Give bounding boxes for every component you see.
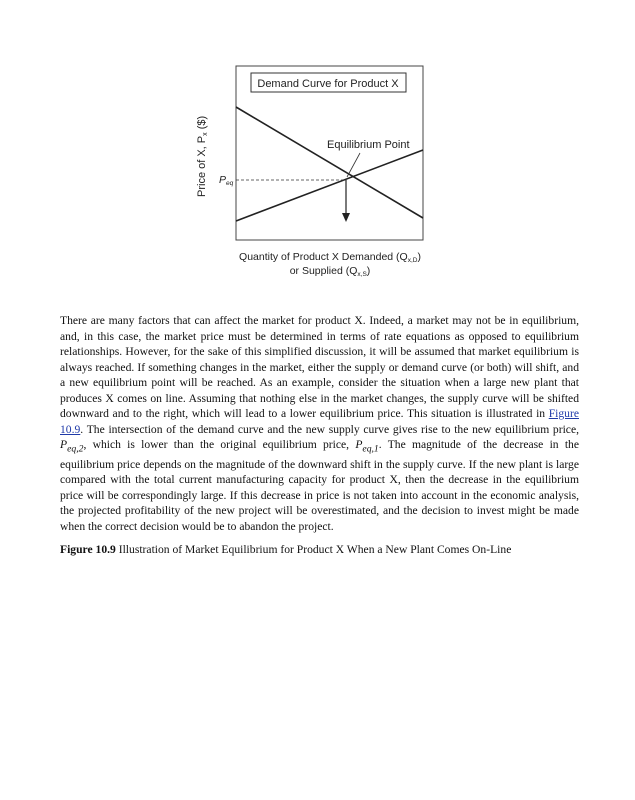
peq2-symbol: $P_{eq,2}$ <box>60 438 84 455</box>
figure-number-link[interactable]: 10.9 <box>60 422 81 436</box>
peq1-symbol: $P_{eq,1}$ <box>355 438 379 455</box>
x-axis-label-line1: Quantity of Product X Demanded (Qx,D) <box>239 251 421 264</box>
caption-label: Figure 10.9 <box>60 543 116 556</box>
demand-curve-figure <box>0 0 635 300</box>
equilibrium-point-label: Equilibrium Point <box>327 139 410 151</box>
figure-caption <box>60 543 590 556</box>
supply-curve-line <box>236 150 423 221</box>
arrow-head-icon <box>342 213 350 222</box>
equilibrium-pointer-line <box>347 153 360 177</box>
body-paragraph: There are many factors that can affect the market for product X. Indeed, a market may not be in equilibrium, and, in this case, the market price must be determined in terms of rate equations as opposed to equilibrium relationships. However, for the sake of this simplified discussion, it will be assumed that market equilibrium is always reached. If something changes in the market, either the supply or demand curve (or both) will shift, and a new equilibrium point will be reached. As an example, consider the situation when a large new plant that produces X comes on line. Assuming that nothing else in the market changes, the supply curve will be shifted downward and to the right, which will lead to a lower equilibrium price. This situation is illustrated in Figure 10.9. The intersection of the demand curve and the new supply curve gives rise to the new equilibrium price, $P_{eq,2}$, which is lower than the original equilibrium price, $P_{eq,1}$. The magnitude of the decrease in the equilibrium price depends on the magnitude of the downward shift in the supply curve. If the new plant is large compared with the total current manufacturing capacity for product X, then the decrease in the equilibrium price will be correspondingly large. If this decrease in price is not taken into account in the economic analysis, the projected profitability of the new project will be overestimated, and the decision to invest might be made when the correct decision would be to abandon the project. <box>60 314 579 533</box>
y-axis-label: Price of X, Px ($) <box>196 115 209 197</box>
figure-link[interactable]: Figure <box>548 407 579 420</box>
x-axis-label-line2: or Supplied (Qx,S) <box>289 265 371 278</box>
figure-title: Demand Curve for Product X <box>257 78 399 90</box>
demand-curve-line <box>236 107 423 218</box>
caption-text: Illustration of Market Equilibrium for Product X When a New Plant Comes On-Line <box>115 543 512 556</box>
peq-axis-label: Peq <box>219 174 234 187</box>
